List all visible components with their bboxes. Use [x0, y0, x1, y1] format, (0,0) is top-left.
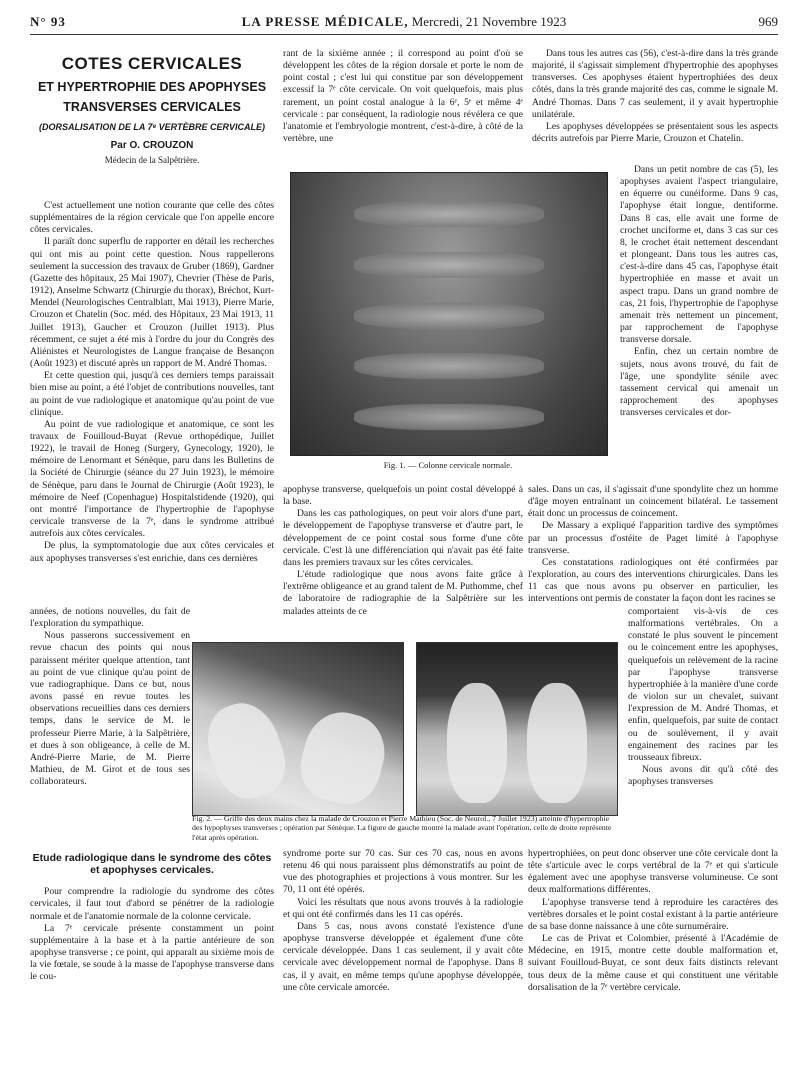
article-title-block — [30, 54, 274, 165]
column-3-bottom — [528, 848, 778, 994]
vertebra-shadow — [354, 303, 544, 329]
article-title-line-2: ET HYPERTROPHIE DES APOPHYSES — [37, 80, 267, 94]
paragraph: comportaient vis-à-vis de ces malformations vertébrales. On a constaté le plus souvent le pincement ou le coincement entre les apophyses, quelquefois un relèvement de la racine par l'apophyse transverse hypertrophiée à la manière d'une corde de violon sur un chevalet, suivant l'expression de M. André Thomas, et enfin, quelquefois, par suite de contact ou de soulèvement, il y avait engainement des racines par les trousseaux fibreux. — [628, 606, 778, 763]
column-3-beside-figure-1 — [620, 164, 778, 419]
section-heading: Etude radiologique dans le syndrome des côtes et apophyses cervicales. — [32, 852, 272, 877]
column-3-top — [532, 48, 778, 145]
hand-shape — [447, 683, 507, 803]
paragraph: Et cette question qui, jusqu'à ces derniers temps paraissait bien mise au point, a été l'objet de contributions nouvelles, tant au point de vue radiologique et anatomique qu'au point de vue clinique. — [30, 370, 274, 418]
article-subtitle: (DORSALISATION DE LA 7ᵉ VERTÈBRE CERVICALE) — [39, 122, 265, 132]
paragraph: De plus, la symptomatologie due aux côtes cervicales et aux apophyses transverses s'est enrichie, dans ces dernières — [30, 540, 274, 564]
column-3-middle — [528, 484, 778, 606]
paragraph: rant de la sixième année ; il correspond au point d'où se développent les côtes de la région dorsale et porte le nom de point costal ; c'est lui qui constitue par son développement excessif la 7ᵉ côte cervicale. On voit quelquefois, mais plus rarement, un point costal analogue à la 6ᵉ, 5ᵉ et même 4ᵉ cervicale : par conséquent, la radiologie nous révélera ce que l'anatomie et l'embryologie montrent, c'est-à-dire, à côté de la vertèbre, une — [283, 48, 523, 145]
issue-number: N° 93 — [30, 14, 66, 29]
figure-1-radiograph — [290, 172, 608, 456]
paragraph: hypertrophiées, on peut donc observer une côte cervicale dont la tête s'articule avec le corps vertébral de la 7ᵉ et qui s'articule également avec une apophyse transverse volumineuse. Ce sont deux malformations différentes. — [528, 848, 778, 896]
paragraph: syndrome porte sur 70 cas. Sur ces 70 cas, nous en avons retenu 46 qui nous paraissent plus démonstratifs au point de vue des photographies et projections à vous montrer. Sur les 70, 11 ont été opérés. — [283, 848, 523, 896]
paragraph: Pour comprendre la radiologie du syndrome des côtes cervicales, il faut tout d'abord se pénétrer de la radiologie normale et de l'anatomie normale de la colonne cervicale. — [30, 886, 274, 922]
column-3-beside-figure-2 — [628, 606, 778, 788]
column-2-bottom — [283, 848, 523, 994]
hand-shape — [197, 694, 295, 807]
vertebra-shadow — [354, 353, 544, 379]
figure-2-photo-after-operation — [416, 642, 618, 816]
paragraph: années, de notions nouvelles, du fait de l'exploration du sympathique. — [30, 606, 190, 630]
hand-shape — [527, 683, 587, 803]
vertebra-shadow — [354, 404, 544, 430]
paragraph: Nous avons dit qu'à côté des apophyses transverses — [628, 764, 778, 788]
paragraph: Au point de vue radiologique et anatomique, ce sont les travaux de Fouilloud-Buyat (Revue orthopédique, Juillet 1922), le travail de Honeg (Surgery, Gynecology, 1920), le mémoire de Lenormant et Sénèque, paru dans les Bulletins de la Société de Chirurgie (séance du 27 Juin 1923), le mémoire de Sénèque, paru dans le Journal de Chirurgie (Août 1923), le mémoire de Neef (Copenhague) Hospitalstidende (1920), qui ont montré l'importance de l'hypertrophie de l'apophyse cervicale transverse de la 7ᵉ, dans le syndrome attribué autrefois aux côtes cervicales. — [30, 418, 274, 540]
paragraph: Il paraît donc superflu de rapporter en détail les recherches qui ont mis au point cette question. Nous rappellerons seulement la succession des travaux de Gruber (1869), Gardner (Gazette des hôpitaux, 25 Mai 1907), Chevrier (Thèse de Paris, 1912), Anselme Schwartz (Chirurgie du thorax), Bréchot, Kurt-Mendel (Neurologisches Centralblatt, Mai 1913), Pierre Marie, Crouzon et Chatelin (Soc. méd. des Hôpitaux, 23 Mai 1913, 11 Juillet 1913), Gaucher et Crouzon (Juillet 1913). Plus récemment, ce sujet a été mis à l'ordre du jour du Congrès des Aliénistes et Neurologistes de Langue française de Besançon (Août 1923) et discuté après un rapport de M. André Thomas. — [30, 236, 274, 370]
paragraph: Voici les résultats que nous avons trouvés à la radiologie et qui ont été confirmés dans les 11 cas opérés. — [283, 896, 523, 920]
paragraph: sales. Dans un cas, il s'agissait d'une spondylite chez un homme d'âge moyen entraînant un coincement bilatéral. Le tassement était donc un processus de coincement. — [528, 484, 778, 520]
article-title-line-1: COTES CERVICALES — [61, 54, 243, 73]
figure-2-caption: Fig. 2. — Griffe des deux mains chez la malade de Crouzon et Pierre Mathieu (Soc. de Neurol., 7 Juillet 1923) atteinte d'hypertrophie des hypophyses transverses ; opération par Sénèque. La figure de gauche montre la malade avant l'opération, celle de droite représente l'état après opération. — [192, 814, 612, 842]
vertebra-shadow — [354, 201, 544, 227]
hand-shape — [293, 704, 394, 812]
vertebra-shadow — [354, 252, 544, 278]
column-1-intro — [30, 200, 274, 565]
paragraph: De Massary a expliqué l'apparition tardive des symptômes par un processus d'ostéite de Paget limité à l'apophyse transverse. — [528, 520, 778, 556]
paragraph: L'apophyse transverse tend à reproduire les caractères des vertèbres dorsales et le point costal existant à la partie antérieure de sa base donne naissance à une côte surnuméraire. — [528, 896, 778, 932]
paragraph: C'est actuellement une notion courante que celle des côtes supplémentaires de la région cervicale que l'on appelle encore côtes cervicales. — [30, 200, 274, 236]
paragraph: Les apophyses développées se présentaient sous les aspects décrits autrefois par Pierre Marie, Crouzon et Chatelin. — [532, 120, 778, 145]
figure-1-caption: Fig. 1. — Colonne cervicale normale. — [383, 460, 513, 470]
article-title-line-3: TRANSVERSES CERVICALES — [63, 100, 241, 114]
page-number: 969 — [758, 14, 778, 29]
column-1-radiology-section — [30, 848, 274, 984]
figure-2-photo-before-operation — [192, 642, 404, 816]
header-rule — [30, 34, 778, 35]
paragraph: apophyse transverse, quelquefois un point costal développé à la base. — [283, 484, 523, 508]
article-author: Par O. CROUZON — [110, 140, 194, 151]
paragraph: La 7ᵉ cervicale présente constamment un point supplémentaire à la base et à la partie antérieure de son apophyse transverse ; ce point, qui apparaît au sixième mois de la vie fœtale, se soude à la masse de l'apophyse transverse dans le cou- — [30, 922, 274, 983]
page-header — [30, 14, 778, 36]
paragraph: Dans les cas pathologiques, on peut voir alors d'une part, le développement de l'apophyse transverse et d'autre part, le développement de ce point costal sous forme d'une côte cervicale. C'est là une différenciation qui n'avait pas été faite dans les premiers travaux sur les côtes cervicales. — [283, 508, 523, 568]
running-head — [30, 14, 778, 30]
column-1-beside-figure — [30, 606, 190, 788]
paragraph: Dans tous les autres cas (56), c'est-à-dire dans la très grande majorité, il s'agissait simplement d'hypertrophie des apophyses transverses. Ces apophyses étaient hypertrophiées des deux côtés, dans la très grande majorité des cas, comme le signale M. André Thomas. Dans 7 cas seulement, il y avait hypertrophie unilatérale. — [532, 48, 778, 120]
paragraph: Dans un petit nombre de cas (5), les apophyses avaient l'aspect triangulaire, en équerre ou cunéiforme. Dans 9 cas, l'apophyse était longue, dentiforme. Dans 8 cas, elle avait une forme de crochet unciforme et, dans 3 cas sur ces 8, le crochet était nettement descendant et plongeant. Dans tous les autres cas, c'est-à-dire dans 45 cas, l'apophyse était hypertrophiée en masse et avait un aspect trapu. Dans un grand nombre de cas, 21 fois, l'hypertrophie de l'apophyse amenait très nettement un pincement, par rapprochement de l'apophyse transverse dorsale. — [620, 164, 778, 346]
journal-name: LA PRESSE MÉDICALE, — [241, 14, 409, 29]
paragraph: Ces constatations radiologiques ont été confirmées par l'exploration, au cours des interventions chirurgicales. Dans les 11 cas que nous avons pu observer en particulier, les interventions ont permis de constater la façon dont les racines se — [528, 556, 778, 605]
paragraph: Nous passerons successivement en revue chacun des points qui nous paraissent mériter quelque attention, tant au point de vue clinique qu'au point de vue radiographique. Dans ce but, nous avons passé en revue toutes les observations recueillies dans ces derniers temps, dans le service de M. le professeur Pierre Marie, à la Salpêtrière, et dues à son obligeance, à celle de M. André-Pierre Marie, de M. Pierre Mathieu, de M. Girot et de tous ses collaborateurs. — [30, 630, 190, 788]
column-2-top — [283, 48, 523, 145]
paragraph: L'étude radiologique que nous avons faite grâce à l'extrême obligeance et au grand talent de M. Puthomme, chef de laboratoire de radiographie de la Salpêtrière sur les malades atteints de ce — [283, 569, 523, 617]
paragraph: Enfin, chez un certain nombre de sujets, nous avons trouvé, du fait de l'âge, une spondylite sénile avec tassement cervical qui amenait un rapprochement des apophyses transverses cervicales et dor- — [620, 346, 778, 419]
column-2-middle — [283, 484, 523, 618]
paragraph: Dans 5 cas, nous avons constaté l'existence d'une apophyse transverse développée et également d'une côte cervicale développée. Dans 1 cas seulement, il y avait côte cervicale avec développement normal de l'apophyse. Dans 8 cas, il y avait, en même temps qu'une apophyse développée, une côte cervicale amorcée. — [283, 920, 523, 993]
paragraph: Le cas de Privat et Colombier, présenté à l'Académie de Médecine, en 1915, montre cette double malformation et, suivant Fouilloud-Buyat, ce sont deux faits distincts relevant tous deux de la même cause et qui constituent une véritable dorsalisation de la 7ᵉ vertèbre cervicale. — [528, 933, 778, 993]
author-affiliation: Médecin de la Salpêtrière. — [104, 155, 200, 165]
issue-date: Mercredi, 21 Novembre 1923 — [408, 14, 567, 29]
